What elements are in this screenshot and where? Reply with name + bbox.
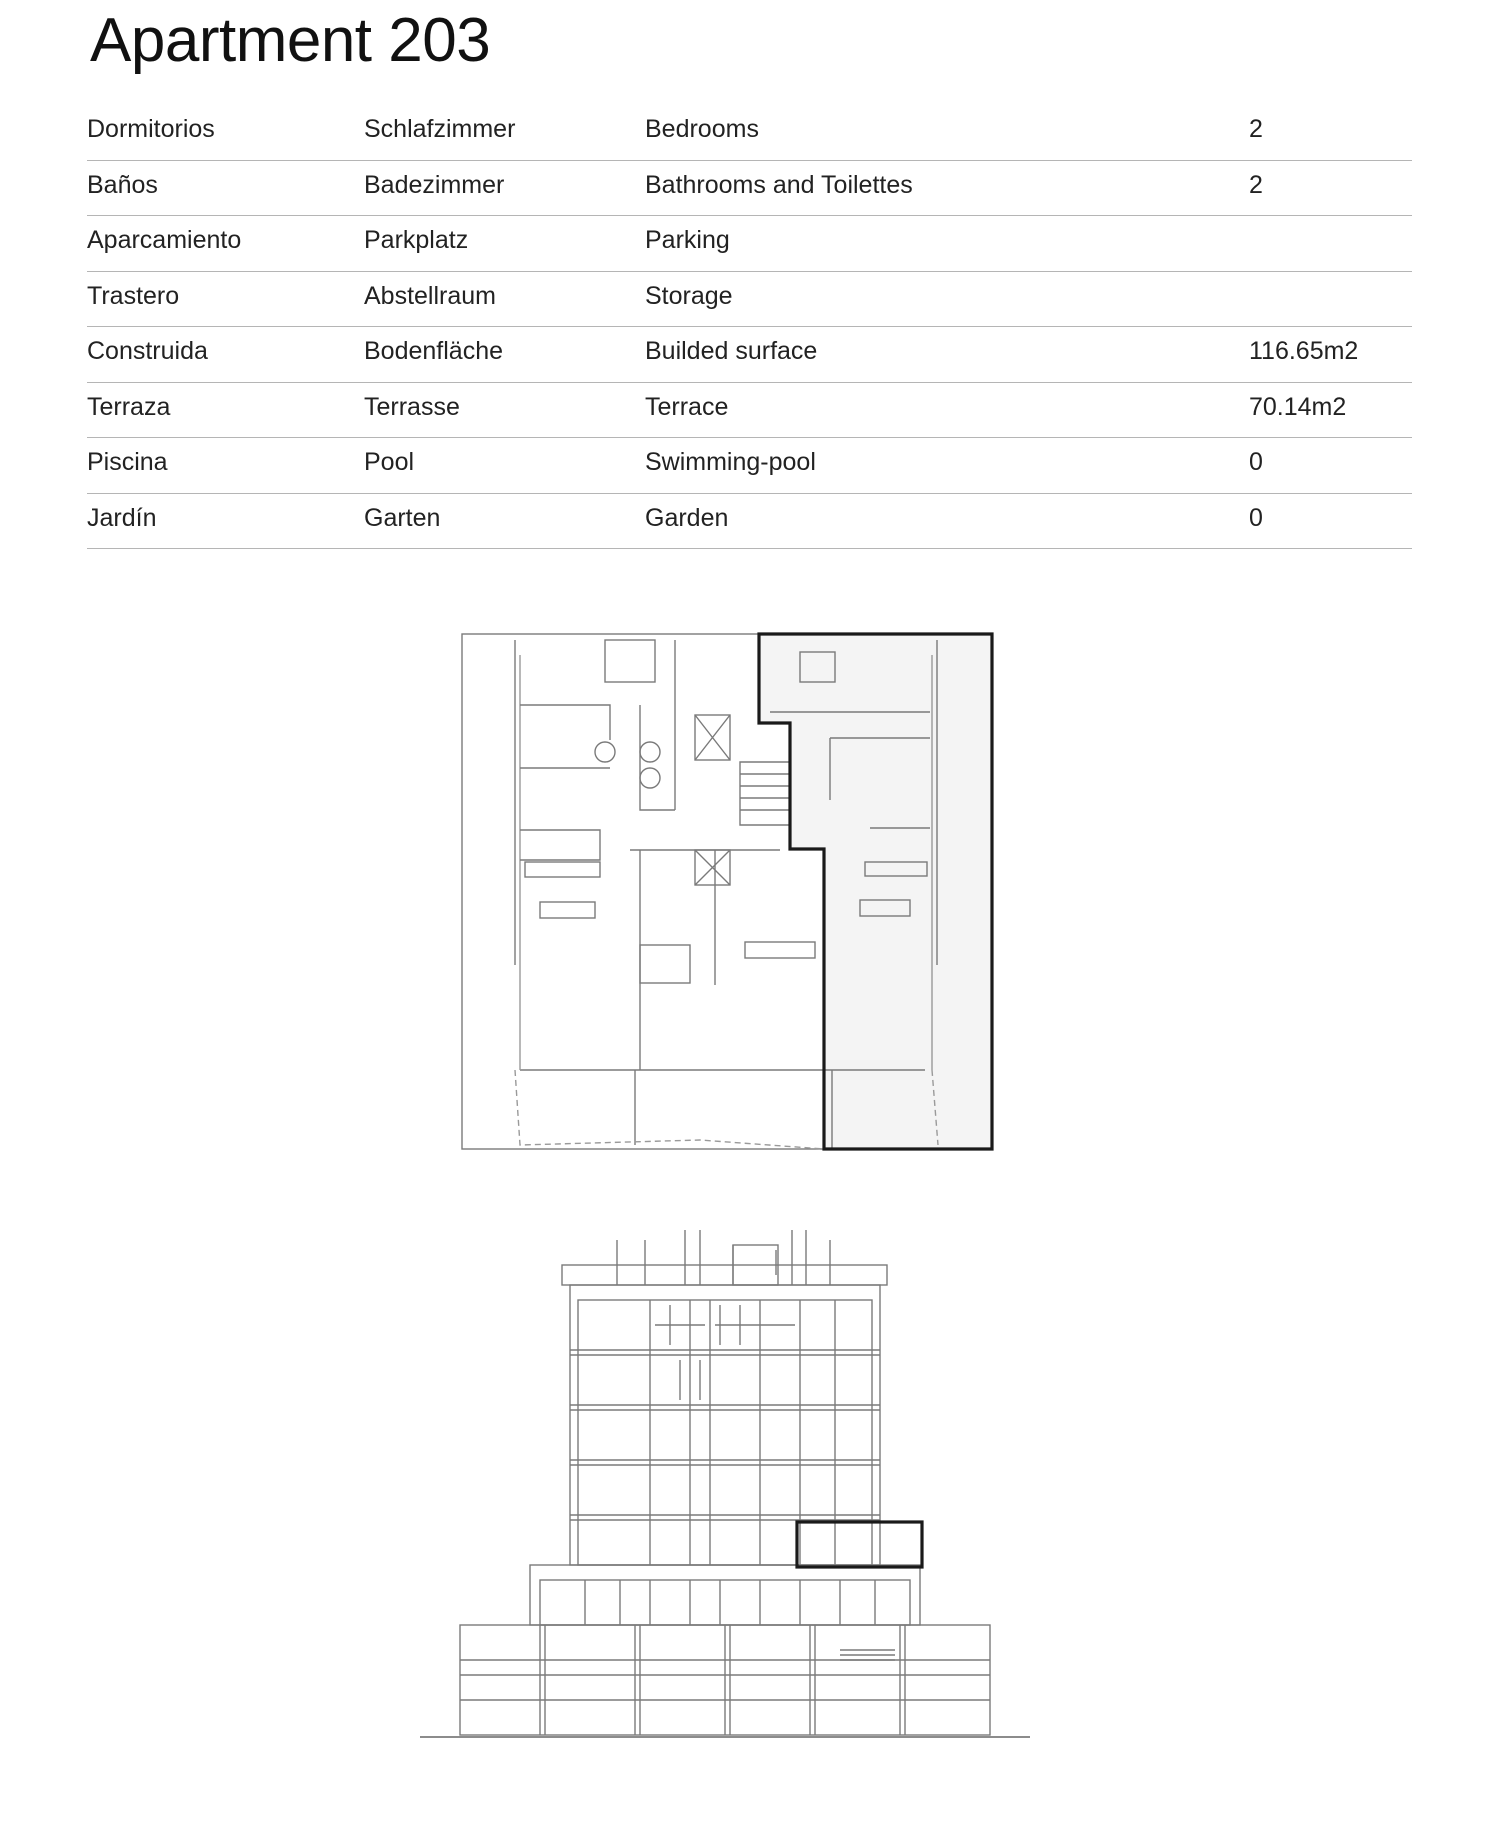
spec-label-en: Parking — [645, 226, 730, 254]
spec-label-es: Jardín — [87, 503, 157, 532]
spec-label-es: Construida — [87, 337, 208, 365]
spec-table — [87, 105, 1412, 549]
spec-label-en: Bathrooms and Toilettes — [645, 170, 913, 199]
spec-label-es: Dormitorios — [87, 115, 215, 143]
spec-label-es: Baños — [87, 170, 158, 199]
spec-label-en: Builded surface — [645, 337, 818, 365]
spec-label-es: Terraza — [87, 392, 171, 421]
spec-row-storage — [87, 272, 1412, 328]
spec-label-es: Aparcamiento — [87, 226, 242, 254]
spec-label-de: Schlafzimmer — [364, 115, 516, 143]
spec-label-en: Swimming-pool — [645, 448, 816, 476]
spec-label-en: Storage — [645, 281, 733, 310]
spec-label-de: Pool — [364, 448, 415, 476]
spec-value: 0 — [1249, 503, 1263, 532]
spec-label-en: Terrace — [645, 392, 729, 421]
spec-label-de: Garten — [364, 503, 441, 532]
spec-label-de: Terrasse — [364, 392, 460, 421]
spec-row-terrace — [87, 383, 1412, 439]
spec-row-surface — [87, 327, 1412, 383]
spec-row-pool — [87, 438, 1412, 494]
spec-row-bedrooms — [87, 105, 1412, 161]
spec-value: 0 — [1249, 448, 1263, 476]
page-title: Apartment 203 — [90, 6, 491, 75]
spec-label-es: Piscina — [87, 448, 168, 476]
spec-value: 2 — [1249, 170, 1263, 199]
spec-value: 2 — [1249, 115, 1263, 143]
spec-value: 70.14m2 — [1249, 392, 1347, 421]
spec-label-de: Bodenfläche — [364, 337, 504, 365]
spec-row-parking — [87, 216, 1412, 272]
spec-label-de: Abstellraum — [364, 281, 496, 310]
floor-plan — [455, 625, 1000, 1155]
spec-row-garden — [87, 494, 1412, 550]
spec-label-en: Garden — [645, 503, 729, 532]
spec-label-en: Bedrooms — [645, 115, 759, 143]
spec-row-bathrooms — [87, 161, 1412, 217]
spec-value: 116.65m2 — [1249, 337, 1359, 365]
building-elevation — [415, 1220, 1040, 1750]
spec-label-de: Badezimmer — [364, 170, 505, 199]
spec-label-es: Trastero — [87, 281, 180, 310]
spec-label-de: Parkplatz — [364, 226, 469, 254]
